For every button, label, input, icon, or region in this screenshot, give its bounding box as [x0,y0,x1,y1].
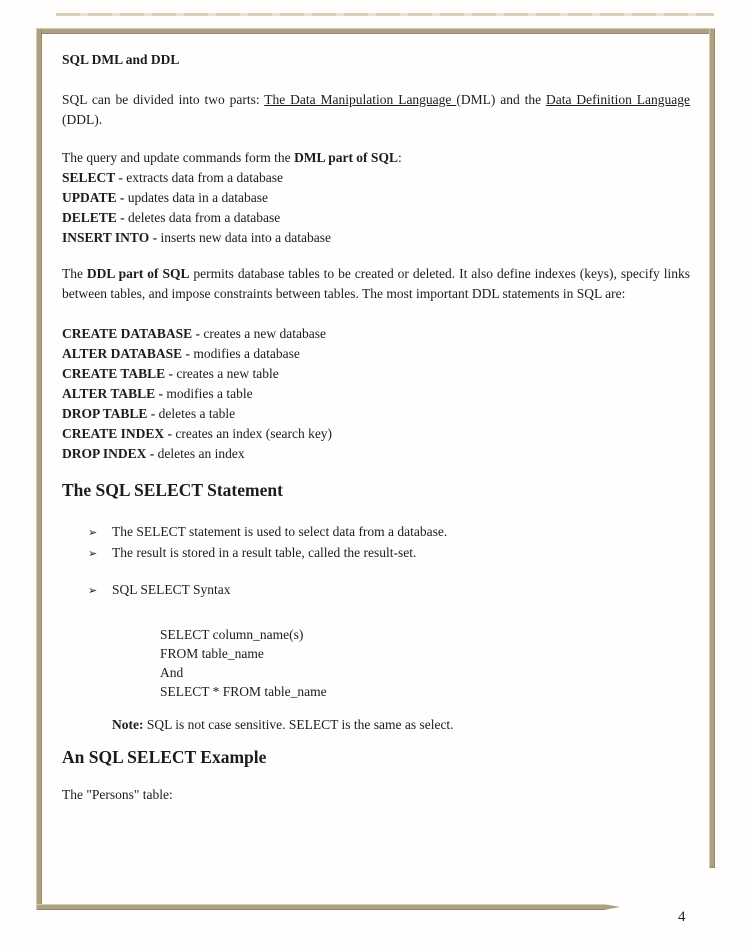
ddl-commands-block [62,324,690,464]
note-label: Note: [112,717,144,732]
command-desc: creates an index (search key) [172,426,333,441]
command-desc: inserts new data into a database [157,230,332,245]
command-desc: deletes an index [154,446,245,461]
arrow-bullet-icon: ➢ [88,526,98,539]
bullet-text: The SELECT statement is used to select data from a database. [112,524,448,539]
command-term: CREATE TABLE - [62,366,174,381]
dml-command-delete [62,208,690,228]
page-border-bottom [36,904,620,910]
page-number: 4 [678,909,686,925]
command-term: SELECT - [62,170,123,185]
command-desc: creates a new table [173,366,279,381]
list-item [62,543,690,564]
heading-sql-select-example: An SQL SELECT Example [62,747,267,767]
document-content [62,44,690,805]
command-term: INSERT INTO - [62,230,158,245]
intro-text: SQL can be divided into two parts: [62,92,265,107]
dml-lead-text: The query and update commands form the [62,150,295,165]
heading-sql-select-statement: The SQL SELECT Statement [62,480,283,500]
ddl-text: permits database tables to be created or deleted. It also define indexes (keys), specify links between tables, and impose constraints between tables. The most important DDL statements in SQL are: [62,266,690,301]
list-item [62,580,690,601]
command-desc: updates data in a database [124,190,268,205]
ddl-paragraph [62,264,690,304]
command-desc: deletes data from a database [124,210,281,225]
scan-artifact-line [56,13,714,16]
dml-lead-bold: DML part of SQL [294,150,398,165]
ddl-command-alter-table [62,384,690,404]
code-line: SELECT * FROM table_name [160,684,327,699]
code-line: FROM table_name [160,646,264,661]
command-term: CREATE DATABASE - [62,326,201,341]
intro-text: (DML) and the [456,92,547,107]
syntax-bullet [62,580,690,601]
command-term: ALTER TABLE - [62,386,164,401]
command-term: DROP INDEX - [62,446,155,461]
link-ddl-language[interactable]: Data Definition Language [546,92,691,107]
intro-paragraph [62,90,690,130]
ddl-command-create-index [62,424,690,444]
link-dml-language[interactable]: The Data Manipulation Language [264,92,457,107]
dml-command-insert [62,228,690,248]
ddl-text: The [62,266,87,281]
page-border-left [36,28,42,910]
dml-lead-colon: : [397,150,402,165]
persons-table-intro: The "Persons" table: [62,787,173,802]
command-desc: modifies a table [163,386,253,401]
ddl-command-create-database [62,324,690,344]
ddl-command-drop-index [62,444,690,464]
select-bullet-list [62,522,690,564]
sql-syntax-block [62,625,690,701]
dml-command-select [62,168,690,188]
intro-text: (DDL). [62,112,103,127]
dml-command-update [62,188,690,208]
note-text: SQL is not case sensitive. SELECT is the same as select. [143,717,454,732]
doc-title: SQL DML and DDL [62,52,180,67]
ddl-bold: DDL part of SQL [86,266,190,281]
note-line [62,715,690,735]
dml-lead-line [62,148,690,168]
command-desc: extracts data from a database [122,170,283,185]
ddl-command-create-table [62,364,690,384]
command-term: DELETE - [62,210,125,225]
dml-commands-block [62,148,690,248]
command-term: ALTER DATABASE - [62,346,191,361]
bullet-text: SQL SELECT Syntax [112,582,231,597]
command-term: CREATE INDEX - [62,426,173,441]
code-line: And [160,665,184,680]
code-line: SELECT column_name(s) [160,627,304,642]
command-term: DROP TABLE - [62,406,156,421]
command-term: UPDATE - [62,190,125,205]
ddl-command-drop-table [62,404,690,424]
arrow-bullet-icon: ➢ [88,547,98,560]
list-item [62,522,690,543]
command-desc: deletes a table [155,406,236,421]
bullet-text: The result is stored in a result table, called the result-set. [112,545,417,560]
command-desc: modifies a database [190,346,300,361]
ddl-command-alter-database [62,344,690,364]
page-border-right [709,28,715,868]
arrow-bullet-icon: ➢ [88,584,98,597]
command-desc: creates a new database [200,326,326,341]
page-border-top [36,28,715,34]
